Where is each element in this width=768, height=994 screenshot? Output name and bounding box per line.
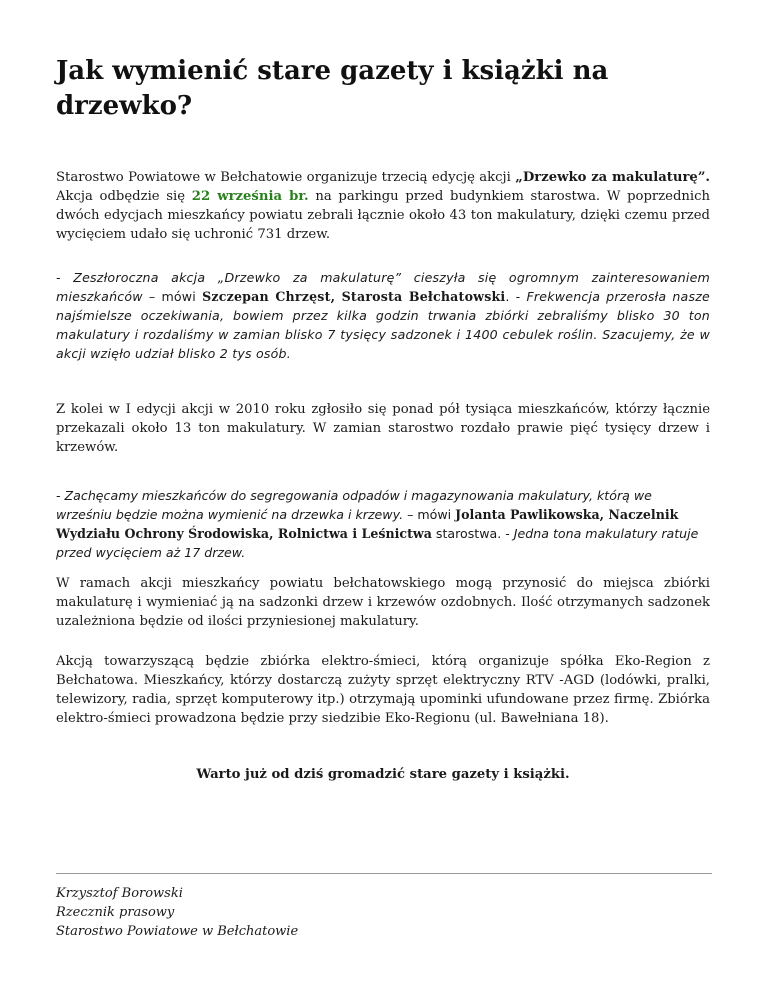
quote-says-2: – mówi bbox=[403, 507, 456, 522]
quote-1: - Zeszłoroczna akcja „Drzewko za makulaturę” cieszyła się ogromnym zainteresowaniem mieszkańców bbox=[56, 270, 710, 304]
page-title: Jak wymienić stare gazety i książki na drzewko? bbox=[56, 56, 609, 121]
signature-block bbox=[56, 884, 298, 941]
closing-statement: Warto już od dziś gromadzić stare gazety i książki. bbox=[196, 767, 570, 782]
intro-text-2: Akcja odbędzie się bbox=[56, 189, 192, 204]
paragraph-quote-naczelnik bbox=[56, 486, 710, 562]
paragraph-first-edition: Z kolei w I edycji akcji w 2010 roku zgłosiło się ponad pół tysiąca mieszkańców, którzy łącznie przekazali około 13 ton makulatury. W zamian starostwo rozdało prawie pięć tysięcy drzew i krzewów. bbox=[56, 402, 710, 455]
intro-text-1: Starostwo Powiatowe w Bełchatowie organizuje trzecią edycję akcji bbox=[56, 170, 516, 185]
event-date: 22 września br. bbox=[191, 189, 309, 204]
signature-name: Krzysztof Borowski bbox=[56, 886, 183, 901]
paragraph-intro bbox=[56, 168, 710, 244]
speaker-naczelnik: Jolanta Pawlikowska, Naczelnik Wydziału Ochrony Środowiska, Rolnictwa i Leśnictwa bbox=[56, 507, 679, 541]
quote-says: – mówi bbox=[142, 289, 203, 304]
paragraph-quote-starosta bbox=[56, 268, 710, 363]
speaker-starosta: Szczepan Chrzęst, Starosta Bełchatowski bbox=[202, 289, 506, 304]
campaign-name: „Drzewko za makulaturę”. bbox=[515, 170, 711, 185]
quote-dash: . - bbox=[505, 289, 527, 304]
signature-org: Starostwo Powiatowe w Bełchatowie bbox=[56, 924, 299, 939]
quote-dash-2: starostwa. - bbox=[431, 526, 514, 541]
quote-4: Jedna tona makulatury ratuje przed wycięciem aż 17 drzew. bbox=[56, 526, 699, 560]
paragraph-rules: W ramach akcji mieszkańcy powiatu bełchatowskiego mogą przynosić do miejsca zbiórki makulaturę i wymieniać ją na sadzonki drzew i krzewów ozdobnych. Ilość otrzymanych sadzonek uzależniona będzie od ilości przyniesionej makulatury. bbox=[56, 576, 710, 629]
intro-text-3: na parkingu przed budynkiem starostwa. W poprzednich dwóch edycjach mieszkańcy powiatu zebrali łącznie około 43 ton makulatury, dzięki czemu przed wycięciem udało się uchronić 731 drzew. bbox=[56, 189, 710, 242]
divider bbox=[56, 873, 712, 874]
paragraph-e-waste: Akcją towarzyszącą będzie zbiórka elektro-śmieci, którą organizuje spółka Eko-Region z Bełchatowa. Mieszkańcy, którzy dostarczą zużyty sprzęt elektryczny RTV -AGD (lodówki, pralki, telewizory, radia, sprzęt komputerowy itp.) otrzymają upominki ufundowane przez firmę. Zbiórka elektro-śmieci prowadzona będzie przy siedzibie Eko-Regionu (ul. Bawełniana 18). bbox=[56, 654, 710, 726]
quote-2: Frekwencja przerosła nasze najśmielsze oczekiwania, bowiem przez kilka godzin trwania zbiórki zebraliśmy blisko 30 ton makulatury i rozdaliśmy w zamian blisko 7 tysięcy sadzonek i 1400 cebulek roślin. Szacujemy, że w akcji wzięło udział blisko 2 tys osób. bbox=[56, 289, 710, 361]
quote-3: - Zachęcamy mieszkańców do segregowania odpadów i magazynowania makulatury, którą we wrześniu będzie można wymienić na drzewka i krzewy. bbox=[56, 488, 652, 522]
signature-role: Rzecznik prasowy bbox=[56, 905, 175, 920]
